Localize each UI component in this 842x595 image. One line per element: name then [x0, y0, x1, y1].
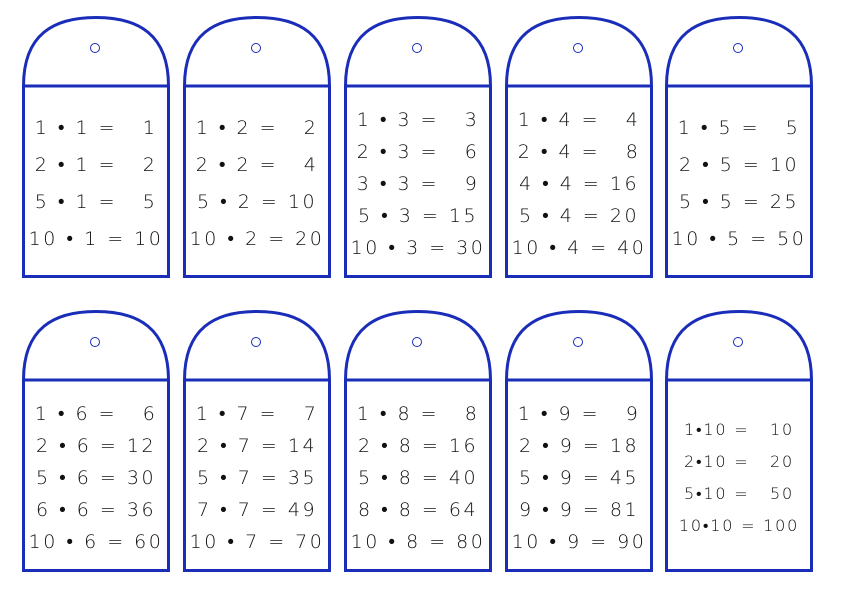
equation-line: 10 • 3 = 30 [350, 237, 486, 259]
times-table-tag-10 [665, 310, 813, 572]
equation-line: 2 • 7 = 14 [196, 435, 318, 457]
equation-line: 5 • 5 = 25 [678, 191, 800, 213]
equation-line: 10•10 = 100 [678, 516, 800, 535]
equation-line: 10 • 7 = 70 [189, 531, 325, 553]
equation-line: 2•10 = 20 [683, 452, 795, 471]
punch-hole-icon [733, 43, 743, 53]
equation-line: 10 • 1 = 10 [28, 228, 164, 250]
equation-line: 9 • 9 = 81 [518, 499, 640, 521]
times-table-tag-2 [183, 16, 331, 278]
punch-hole-icon [412, 337, 422, 347]
equation-line: 6 • 6 = 36 [35, 499, 157, 521]
equation-line: 10 • 4 = 40 [511, 237, 647, 259]
equation-line: 5 • 8 = 40 [357, 467, 479, 489]
equation-line: 2 • 4 = 8 [517, 141, 641, 163]
equation-line: 10 • 9 = 90 [511, 531, 647, 553]
equation-list [665, 90, 813, 278]
equation-list [344, 384, 492, 572]
times-table-tag-9 [505, 310, 653, 572]
equation-line: 5 • 2 = 10 [196, 191, 318, 213]
times-table-tag-8 [344, 310, 492, 572]
equation-list [505, 90, 653, 278]
punch-hole-icon [251, 43, 261, 53]
equation-list [344, 90, 492, 278]
equation-line: 2 • 6 = 12 [35, 435, 157, 457]
punch-hole-icon [412, 43, 422, 53]
equation-line: 1 • 6 = 6 [34, 403, 158, 425]
equation-line: 1 • 8 = 8 [356, 403, 480, 425]
equation-line: 2 • 3 = 6 [356, 141, 480, 163]
equation-list [22, 384, 170, 572]
equation-list [183, 384, 331, 572]
equation-line: 5•10 = 50 [683, 484, 795, 503]
equation-line: 5 • 1 = 5 [34, 191, 158, 213]
times-table-tag-5 [665, 16, 813, 278]
equation-line: 2 • 2 = 4 [195, 154, 319, 176]
equation-line: 1 • 9 = 9 [517, 403, 641, 425]
equation-line: 5 • 6 = 30 [35, 467, 157, 489]
times-table-tag-6 [22, 310, 170, 572]
equation-line: 10 • 8 = 80 [350, 531, 486, 553]
punch-hole-icon [90, 337, 100, 347]
punch-hole-icon [733, 337, 743, 347]
equation-line: 10 • 6 = 60 [28, 531, 164, 553]
punch-hole-icon [90, 43, 100, 53]
equation-list [183, 90, 331, 278]
equation-line: 1 • 3 = 3 [356, 109, 480, 131]
times-table-tag-3 [344, 16, 492, 278]
punch-hole-icon [251, 337, 261, 347]
punch-hole-icon [573, 43, 583, 53]
equation-list [22, 90, 170, 278]
equation-line: 5 • 9 = 45 [518, 467, 640, 489]
equation-list [505, 384, 653, 572]
equation-line: 5 • 4 = 20 [518, 205, 640, 227]
punch-hole-icon [573, 337, 583, 347]
equation-line: 1 • 1 = 1 [34, 117, 158, 139]
equation-line: 1•10 = 10 [683, 420, 795, 439]
equation-line: 1 • 2 = 2 [195, 117, 319, 139]
equation-line: 1 • 4 = 4 [517, 109, 641, 131]
equation-line: 2 • 9 = 18 [518, 435, 640, 457]
equation-line: 4 • 4 = 16 [518, 173, 640, 195]
equation-line: 2 • 1 = 2 [34, 154, 158, 176]
equation-line: 8 • 8 = 64 [357, 499, 479, 521]
equation-line: 1 • 5 = 5 [677, 117, 801, 139]
equation-line: 10 • 5 = 50 [671, 228, 807, 250]
equation-line: 3 • 3 = 9 [356, 173, 480, 195]
times-table-tag-4 [505, 16, 653, 278]
equation-line: 5 • 7 = 35 [196, 467, 318, 489]
equation-line: 5 • 3 = 15 [357, 205, 479, 227]
times-table-tag-1 [22, 16, 170, 278]
equation-line: 1 • 7 = 7 [195, 403, 319, 425]
equation-line: 2 • 5 = 10 [678, 154, 800, 176]
equation-line: 10 • 2 = 20 [189, 228, 325, 250]
equation-line: 2 • 8 = 16 [357, 435, 479, 457]
times-table-tag-7 [183, 310, 331, 572]
equation-list [665, 384, 813, 572]
equation-line: 7 • 7 = 49 [196, 499, 318, 521]
